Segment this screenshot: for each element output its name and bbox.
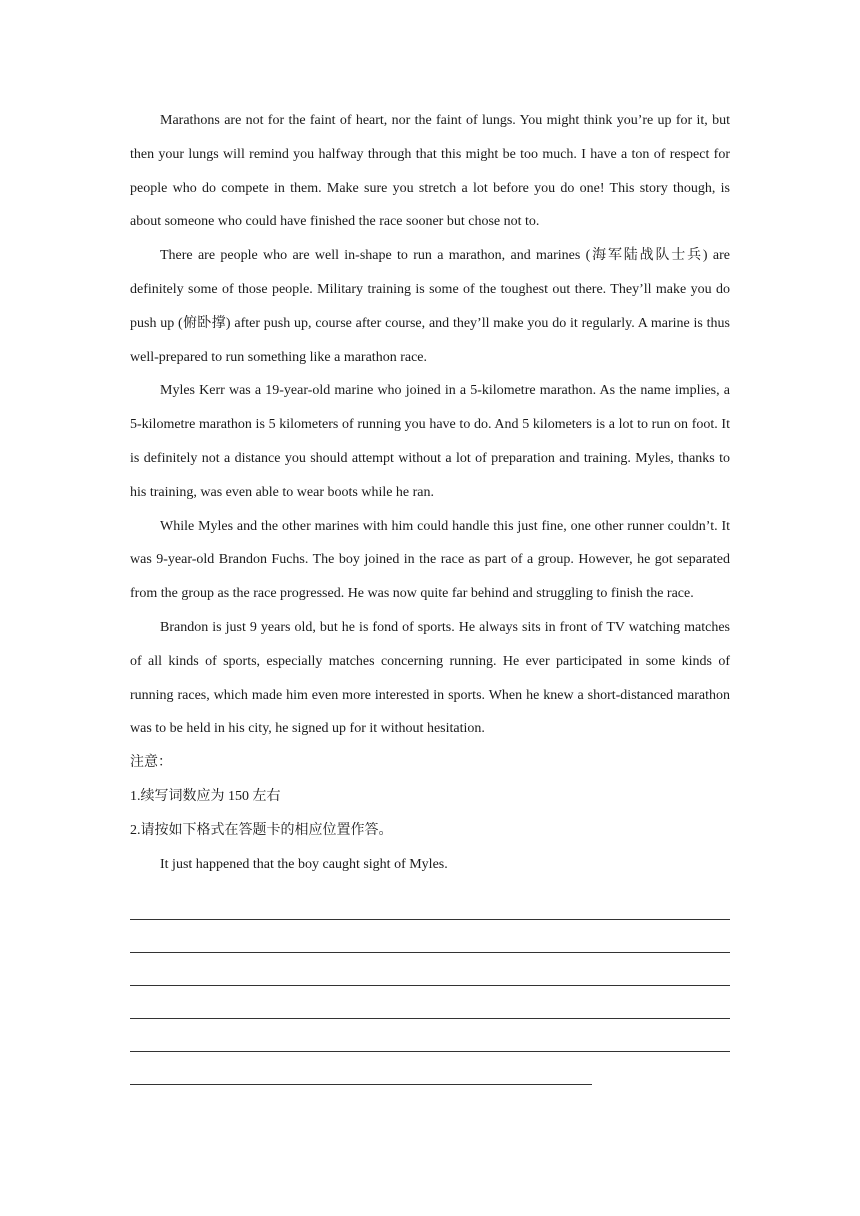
answer-line-last[interactable]: [130, 1052, 592, 1085]
answer-line[interactable]: [130, 953, 730, 986]
answer-line[interactable]: [130, 887, 730, 920]
note-item-1: 1.续写词数应为 150 左右: [130, 788, 281, 804]
continuation-prompt: It just happened that the boy caught sight of Myles.: [160, 856, 448, 872]
paragraph-2: There are people who are well in-shape to run a marathon, and marines (海军陆战队士兵) are definitely some of those people. Military training is some of the toughest out there. They’ll make you do push up (俯卧撑) after push up, course after course, and they’ll make you do it regularly. A marine is thus well-prepared to run something like a marathon race.: [130, 248, 730, 365]
answer-line[interactable]: [130, 920, 730, 953]
paragraph-5: Brandon is just 9 years old, but he is fond of sports. He always sits in front of TV watching matches of all kinds of sports, especially matches concerning running. He ever participated in some kinds of running races, which made him even more interested in sports. When he knew a short-distanced marathon was to be held in his city, he signed up for it without hesitation.: [130, 619, 730, 737]
answer-line[interactable]: [130, 986, 730, 1019]
answer-lines: [130, 887, 730, 1085]
paragraph-3: Myles Kerr was a 19-year-old marine who joined in a 5-kilometre marathon. As the name implies, a 5-kilometre marathon is 5 kilometers of running you have to do. And 5 kilometers is a lot to run on foot. It is definitely not a distance you should attempt without a lot of preparation and training. Myles, thanks to his training, was even able to wear boots while he ran.: [130, 383, 730, 500]
paragraph-1: Marathons are not for the faint of heart, nor the faint of lungs. You might think you’re up for it, but then your lungs will remind you halfway through that this might be too much. I have a ton of respect for people who do compete in them. Make sure you stretch a lot before you do one! This story though, is about someone who could have finished the race sooner but chose not to.: [130, 113, 730, 230]
answer-line[interactable]: [130, 1019, 730, 1052]
document-page: [130, 104, 730, 1085]
note-item-2: 2.请按如下格式在答题卡的相应位置作答。: [130, 822, 393, 838]
paragraph-4: While Myles and the other marines with him could handle this just fine, one other runner couldn’t. It was 9-year-old Brandon Fuchs. The boy joined in the race as part of a group. However, he got separated from the group as the race progressed. He was now quite far behind and struggling to finish the race.: [130, 518, 730, 602]
notes-heading: 注意：: [130, 755, 172, 771]
